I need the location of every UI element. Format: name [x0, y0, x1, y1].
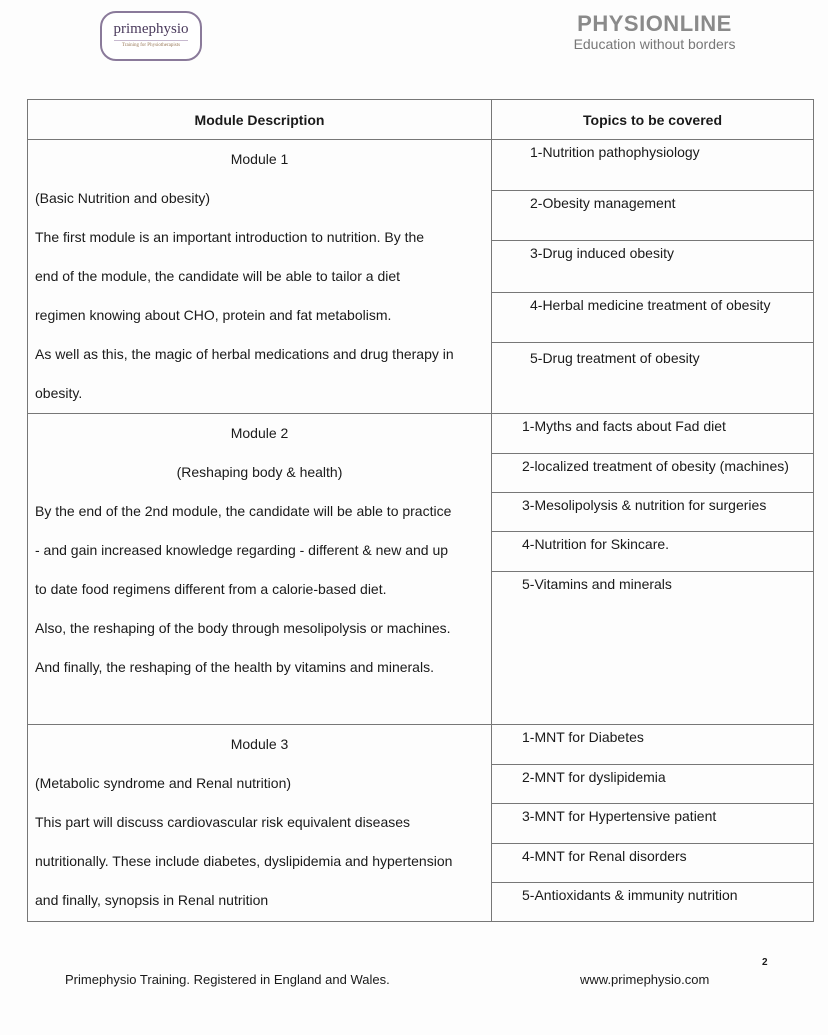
primephysio-logo [100, 11, 202, 61]
topic-item: 1-MNT for Diabetes [492, 725, 813, 765]
description-line: As well as this, the magic of herbal medications and drug therapy in [35, 346, 454, 362]
description-line: By the end of the 2nd module, the candidate will be able to practice [35, 503, 452, 519]
description-line: And finally, the reshaping of the health by vitamins and minerals. [35, 659, 434, 675]
description-line: and finally, synopsis in Renal nutrition [35, 892, 269, 908]
table-header-row [28, 100, 814, 140]
topic-item: 3-Mesolipolysis & nutrition for surgeries [492, 493, 813, 532]
description-line: - and gain increased knowledge regarding - different & new and up [35, 542, 449, 558]
module-title: Module 1 [230, 151, 289, 167]
logo-tagline: Education without borders [573, 36, 736, 52]
topic-item: 2-Obesity management [492, 191, 813, 241]
logo-subtitle: Training for Physiotherapists [114, 40, 188, 48]
logo-title: primephysio [113, 21, 189, 37]
topic-item: 2-MNT for dyslipidemia [492, 765, 813, 804]
module-subtitle: (Reshaping body & health) [176, 464, 343, 480]
topic-item: 1-Myths and facts about Fad diet [492, 414, 813, 454]
topic-item: 4-Herbal medicine treatment of obesity [492, 293, 813, 343]
description-line: end of the module, the candidate will be able to tailor a diet [35, 268, 401, 284]
topic-item: 1-Nutrition pathophysiology [492, 140, 813, 191]
module-2-topics [492, 414, 814, 725]
description-line: regimen knowing about CHO, protein and fat metabolism. [35, 307, 392, 323]
header-topics: Topics to be covered [492, 100, 814, 140]
description-line: The first module is an important introduction to nutrition. By the [35, 229, 425, 245]
description-line: nutritionally. These include diabetes, dyslipidemia and hypertension [35, 853, 453, 869]
page-number: 2 [762, 957, 768, 968]
module-2-description [28, 414, 492, 725]
module-title: Module 2 [230, 425, 289, 441]
physionline-logo [562, 12, 747, 52]
module-1-description [28, 140, 492, 414]
description-line: obesity. [35, 385, 83, 401]
module-row-1 [28, 140, 814, 414]
topic-item: 5-Drug treatment of obesity [530, 350, 700, 366]
topic-item: 3-MNT for Hypertensive patient [492, 804, 813, 844]
topic-item: 2-localized treatment of obesity (machines) [492, 454, 813, 493]
topic-item: 4-Nutrition for Skincare. [492, 532, 813, 572]
modules-table [27, 99, 814, 922]
description-line: (Metabolic syndrome and Renal nutrition) [35, 775, 292, 791]
topic-item: 3-Drug induced obesity [492, 241, 813, 293]
module-row-3 [28, 725, 814, 922]
footer-registration: Primephysio Training. Registered in England and Wales. [65, 972, 390, 987]
module-title: Module 3 [230, 736, 289, 752]
description-line: This part will discuss cardiovascular risk equivalent diseases [35, 814, 411, 830]
description-line: (Basic Nutrition and obesity) [35, 190, 211, 206]
description-line: Also, the reshaping of the body through mesolipolysis or machines. [35, 620, 451, 636]
topic-item: 5-Vitamins and minerals [522, 576, 672, 592]
module-row-2 [28, 414, 814, 725]
header-module-description: Module Description [28, 100, 492, 140]
description-line: to date food regimens different from a calorie-based diet. [35, 581, 387, 597]
logo-title: PHYSIONLINE [577, 11, 732, 36]
module-3-topics [492, 725, 814, 922]
topic-item: 4-MNT for Renal disorders [492, 844, 813, 883]
module-3-description [28, 725, 492, 922]
topic-item: 5-Antioxidants & immunity nutrition [522, 887, 738, 903]
footer-website: www.primephysio.com [580, 972, 710, 987]
module-1-topics [492, 140, 814, 414]
